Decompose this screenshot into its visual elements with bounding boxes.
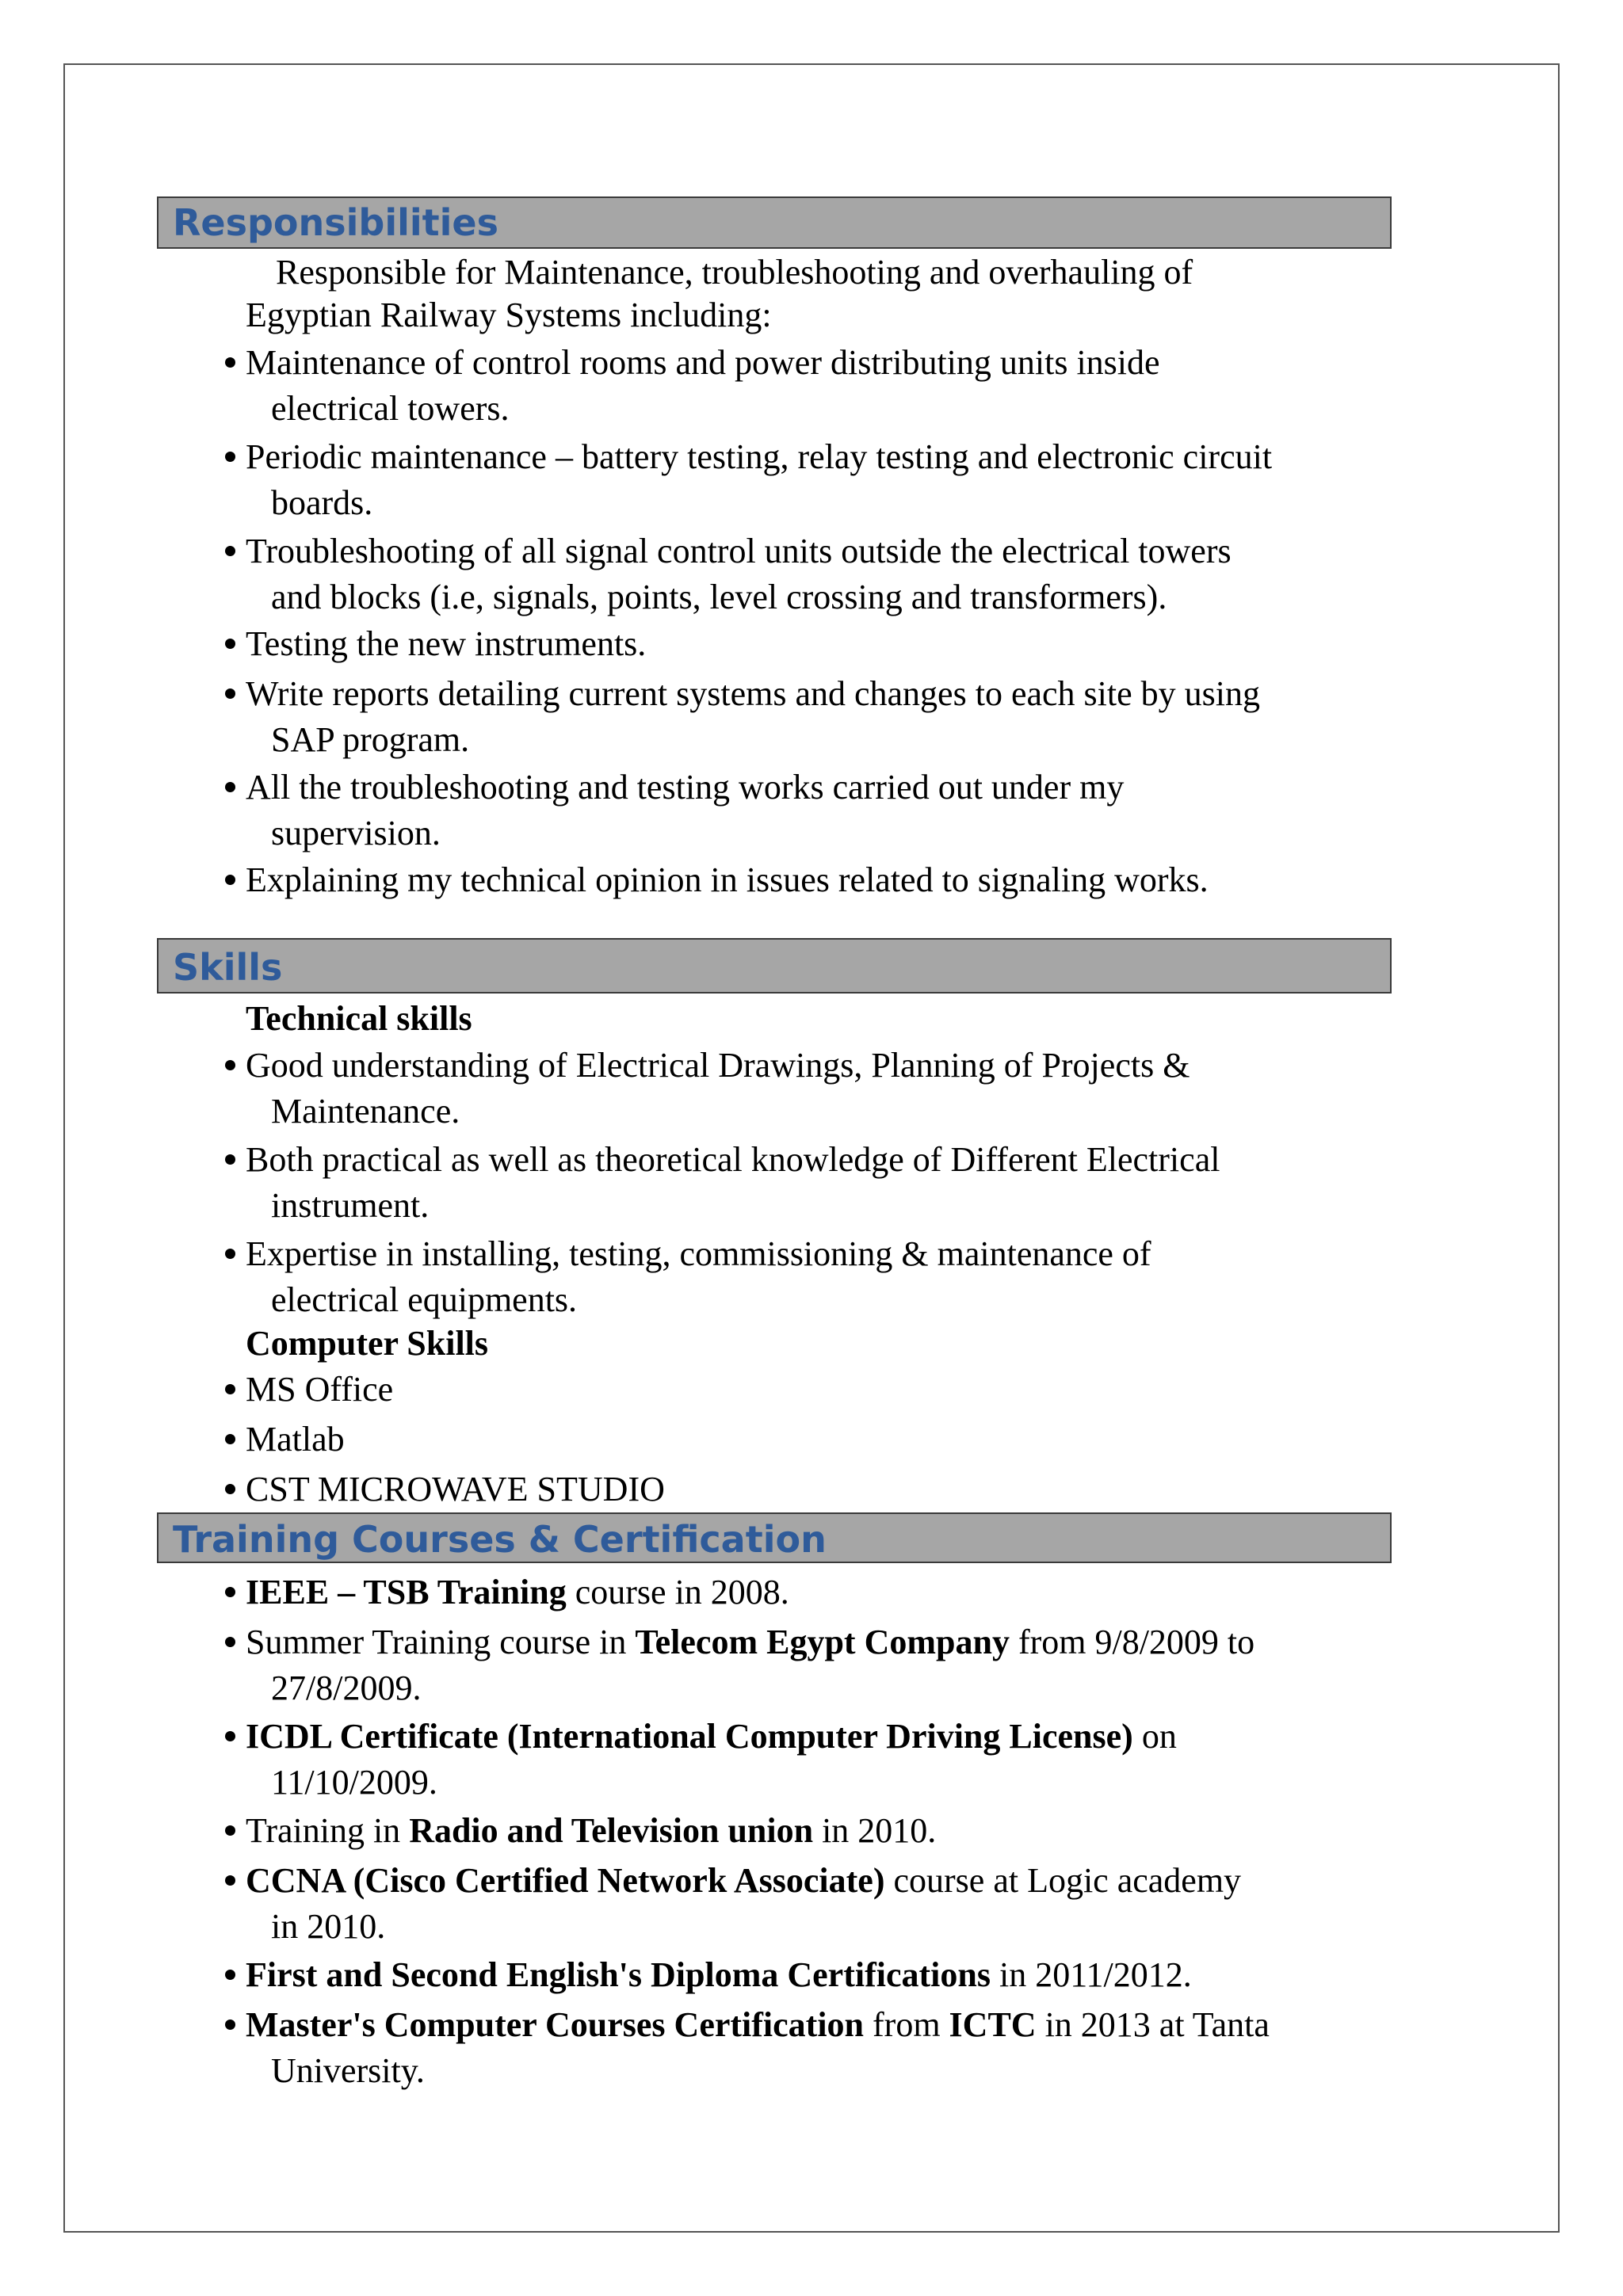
list-item-continuation: Maintenance. [271, 1092, 460, 1131]
list-item: MS Office [246, 1370, 394, 1409]
list-item-continuation: and blocks (i.e, signals, points, level crossing and transformers). [271, 578, 1167, 616]
list-item: Maintenance of control rooms and power distributing units inside [246, 343, 1160, 382]
bullet-icon [225, 688, 235, 699]
section-heading-responsibilities: Responsibilities [157, 196, 1392, 249]
list-item [246, 1622, 1254, 1663]
list-item: Write reports detailing current systems and changes to each site by using [246, 674, 1260, 713]
list-item [246, 2004, 1270, 2046]
text: Training in [246, 1811, 410, 1850]
bullet-icon [225, 1249, 235, 1259]
bullet-icon [225, 1875, 235, 1886]
text: in 2010. [813, 1811, 937, 1850]
list-item [246, 1810, 936, 1852]
list-item-continuation: electrical towers. [271, 389, 510, 428]
list-item: Periodic maintenance – battery testing, relay testing and electronic circuit [246, 437, 1273, 476]
list-item: Both practical as well as theoretical knowledge of Different Electrical [246, 1140, 1220, 1179]
section-heading-skills: Skills [157, 938, 1392, 994]
bullet-icon [225, 2019, 235, 2030]
section-heading-training: Training Courses & Certification [157, 1512, 1392, 1563]
text: from 9/8/2009 to [1009, 1623, 1255, 1661]
list-item-continuation: 11/10/2009. [271, 1763, 437, 1802]
intro-line: Egyptian Railway Systems including: [246, 296, 772, 334]
list-item: Matlab [246, 1420, 345, 1459]
list-item-continuation: electrical equipments. [271, 1280, 578, 1319]
bullet-icon [225, 639, 235, 649]
text: Summer Training course in [246, 1623, 636, 1661]
list-item: Testing the new instruments. [246, 624, 647, 663]
bold-text: ICTC [949, 2005, 1037, 2044]
list-item [246, 1572, 789, 1613]
bold-text: Master's Computer Courses Certification [246, 2005, 865, 2044]
bullet-icon [225, 1484, 235, 1494]
bullet-icon [225, 1060, 235, 1070]
bullet-icon [225, 452, 235, 462]
list-item: Troubleshooting of all signal control units outside the electrical towers [246, 532, 1232, 570]
bullet-icon [225, 1825, 235, 1836]
list-item: Expertise in installing, testing, commissioning & maintenance of [246, 1234, 1151, 1273]
list-item: All the troubleshooting and testing works carried out under my [246, 768, 1125, 807]
text: course in 2008. [566, 1573, 789, 1611]
list-item [246, 1955, 1192, 1996]
bold-text: ICDL Certificate (International Computer Driving License) [246, 1717, 1133, 1756]
text: on [1132, 1717, 1177, 1756]
bullet-icon [225, 1384, 235, 1394]
list-item-continuation: boards. [271, 483, 373, 522]
list-item [246, 1716, 1177, 1757]
bullet-icon [225, 357, 235, 368]
bullet-icon [225, 546, 235, 556]
bold-text: First and Second English's Diploma Certifications [246, 1955, 991, 1994]
bullet-icon [225, 1154, 235, 1165]
list-item-continuation: instrument. [271, 1186, 430, 1225]
bullet-icon [225, 1434, 235, 1444]
bullet-icon [225, 1637, 235, 1647]
bullet-icon [225, 1731, 235, 1741]
technical-skills-title: Technical skills [246, 999, 472, 1038]
bullet-icon [225, 875, 235, 885]
intro-line: Responsible for Maintenance, troubleshooting and overhauling of [276, 253, 1193, 292]
bold-text: Telecom Egypt Company [635, 1623, 1010, 1661]
list-item-continuation: SAP program. [271, 720, 470, 759]
text: course at Logic academy [884, 1861, 1242, 1900]
bullet-icon [225, 1970, 235, 1980]
text: in 2013 at Tanta [1036, 2005, 1270, 2044]
list-item-continuation: supervision. [271, 814, 441, 852]
text: from [864, 2005, 949, 2044]
text: in 2011/2012. [990, 1955, 1192, 1994]
list-item-continuation: in 2010. [271, 1907, 386, 1946]
list-item: Explaining my technical opinion in issues related to signaling works. [246, 860, 1209, 899]
list-item [246, 1860, 1241, 1901]
list-item: CST MICROWAVE STUDIO [246, 1470, 665, 1508]
bullet-icon [225, 1587, 235, 1597]
list-item-continuation: 27/8/2009. [271, 1669, 422, 1707]
computer-skills-title: Computer Skills [246, 1324, 489, 1363]
bold-text: Radio and Television union [409, 1811, 814, 1850]
list-item-continuation: University. [271, 2051, 425, 2090]
bold-text: CCNA (Cisco Certified Network Associate) [246, 1861, 885, 1900]
bullet-icon [225, 782, 235, 792]
bold-text: IEEE – TSB Training [246, 1573, 567, 1611]
list-item: Good understanding of Electrical Drawings, Planning of Projects & [246, 1046, 1190, 1085]
